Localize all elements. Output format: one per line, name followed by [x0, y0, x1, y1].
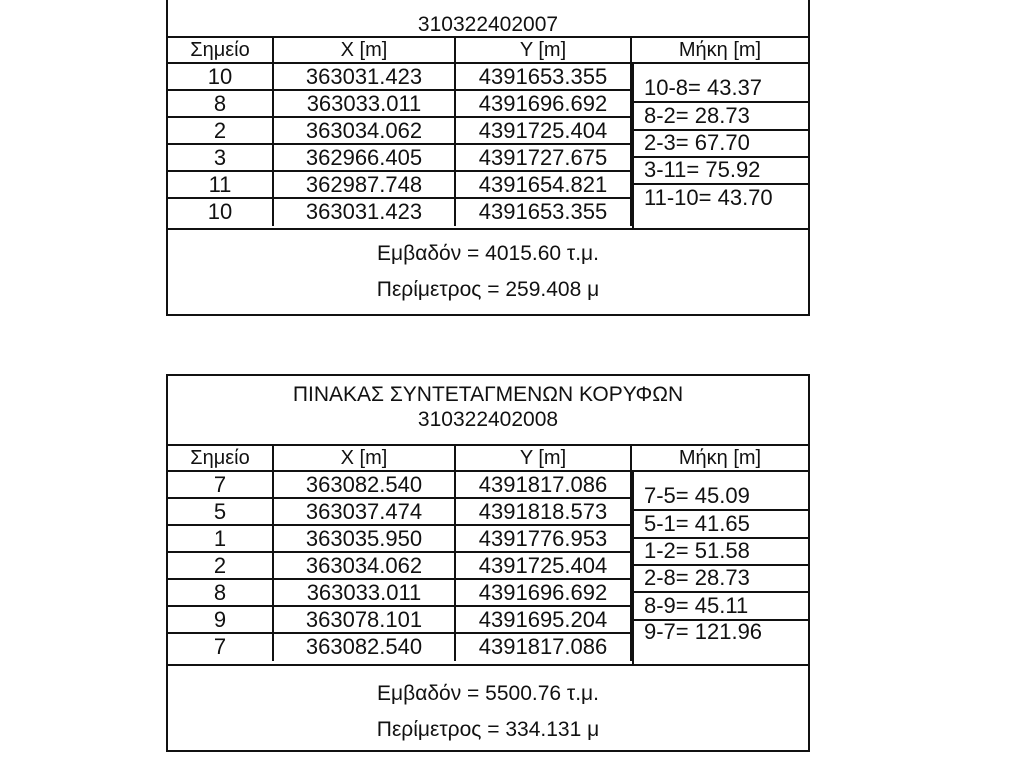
side-length: 10-8= 43.37: [634, 76, 808, 103]
cell-x: 363082.540: [274, 634, 456, 661]
cell-x: 363082.540: [274, 472, 456, 497]
cell-x: 363033.011: [274, 91, 456, 116]
header-lengths: Μήκη [m]: [678, 39, 762, 61]
table-grid: [168, 38, 808, 230]
cell-point: 8: [168, 580, 274, 605]
cell-x: 363033.011: [274, 580, 456, 605]
table-row: [168, 580, 632, 607]
area-text: Εμβαδόν = 4015.60 τ.μ.: [377, 242, 599, 265]
side-length: 8-9= 45.11: [634, 594, 808, 621]
table-header-row: [168, 38, 808, 64]
cell-point: 9: [168, 607, 274, 632]
cell-x: 363031.423: [274, 199, 456, 226]
cell-point: 10: [168, 199, 274, 226]
cell-y: 4391725.404: [456, 553, 632, 578]
coordinate-rows: [168, 64, 632, 228]
cell-point: 10: [168, 64, 274, 89]
cell-x: 362987.748: [274, 172, 456, 197]
cell-y: 4391776.953: [456, 526, 632, 551]
table-parcel-code: 310322402007: [417, 13, 559, 36]
area-text: Εμβαδόν = 5500.76 τ.μ.: [377, 682, 599, 705]
header-point: Σημείο: [168, 38, 274, 62]
side-length: 2-3= 67.70: [634, 131, 808, 158]
table-summary: [168, 666, 808, 748]
table-row: [168, 607, 632, 634]
cell-y: 4391817.086: [456, 634, 632, 661]
cell-x: 363031.423: [274, 64, 456, 89]
coordinates-table-2: [166, 374, 810, 752]
cell-y: 4391653.355: [456, 199, 632, 226]
coordinates-table-1: [166, 0, 810, 316]
cell-point: 7: [168, 634, 274, 661]
perimeter-text: Περίμετρος = 334.131 μ: [376, 718, 600, 741]
perimeter-text: Περίμετρος = 259.408 μ: [376, 278, 600, 301]
cell-x: 363078.101: [274, 607, 456, 632]
cell-x: 363037.474: [274, 499, 456, 524]
cell-x: 363035.950: [274, 526, 456, 551]
cell-y: 4391817.086: [456, 472, 632, 497]
table-row: [168, 199, 632, 226]
cell-point: 1: [168, 526, 274, 551]
table-title-heading: ΠΙΝΑΚΑΣ ΣΥΝΤΕΤΑΓΜΕΝΩΝ ΚΟΡΥΦΩΝ: [292, 383, 684, 406]
cell-point: 7: [168, 472, 274, 497]
cell-x: 363034.062: [274, 553, 456, 578]
cell-point: 8: [168, 91, 274, 116]
table-row: [168, 91, 632, 118]
table-row: [168, 472, 632, 499]
table-row: [168, 526, 632, 553]
table-row: [168, 499, 632, 526]
cell-y: 4391696.692: [456, 91, 632, 116]
side-length: 2-8= 28.73: [634, 566, 808, 593]
cell-x: 363034.062: [274, 118, 456, 143]
table-grid: [168, 446, 808, 666]
side-length: 7-5= 45.09: [634, 484, 808, 511]
side-length: 8-2= 28.73: [634, 104, 808, 131]
side-length: 5-1= 41.65: [634, 512, 808, 539]
table-row: [168, 172, 632, 199]
header-y: Y [m]: [456, 38, 632, 62]
side-lengths-column: [632, 64, 808, 228]
cell-y: 4391725.404: [456, 118, 632, 143]
table-row: [168, 145, 632, 172]
table-row: [168, 118, 632, 145]
table-header-row: [168, 446, 808, 472]
table-parcel-code: 310322402008: [417, 408, 559, 431]
table-row: [168, 64, 632, 91]
table-row: [168, 553, 632, 580]
cell-point: 3: [168, 145, 274, 170]
cell-y: 4391654.821: [456, 172, 632, 197]
table-row: [168, 634, 632, 661]
cell-y: 4391653.355: [456, 64, 632, 89]
table-summary: [168, 230, 808, 308]
header-x: X [m]: [274, 446, 456, 470]
table-title: [168, 0, 808, 38]
cell-point: 11: [168, 172, 274, 197]
header-point: Σημείο: [168, 446, 274, 470]
side-length: 9-7= 121.96: [644, 619, 763, 644]
cell-point: 2: [168, 553, 274, 578]
side-length: 3-11= 75.92: [634, 158, 808, 185]
cell-y: 4391696.692: [456, 580, 632, 605]
side-lengths-column: [632, 472, 808, 664]
side-length: 1-2= 51.58: [634, 539, 808, 566]
header-lengths: Μήκη [m]: [678, 447, 762, 469]
cell-point: 2: [168, 118, 274, 143]
cell-y: 4391695.204: [456, 607, 632, 632]
header-x: X [m]: [274, 38, 456, 62]
cell-point: 5: [168, 499, 274, 524]
table-title: [168, 376, 808, 446]
cell-y: 4391818.573: [456, 499, 632, 524]
cell-y: 4391727.675: [456, 145, 632, 170]
cell-x: 362966.405: [274, 145, 456, 170]
coordinate-rows: [168, 472, 632, 664]
side-length: 11-10= 43.70: [644, 185, 773, 210]
header-y: Y [m]: [456, 446, 632, 470]
